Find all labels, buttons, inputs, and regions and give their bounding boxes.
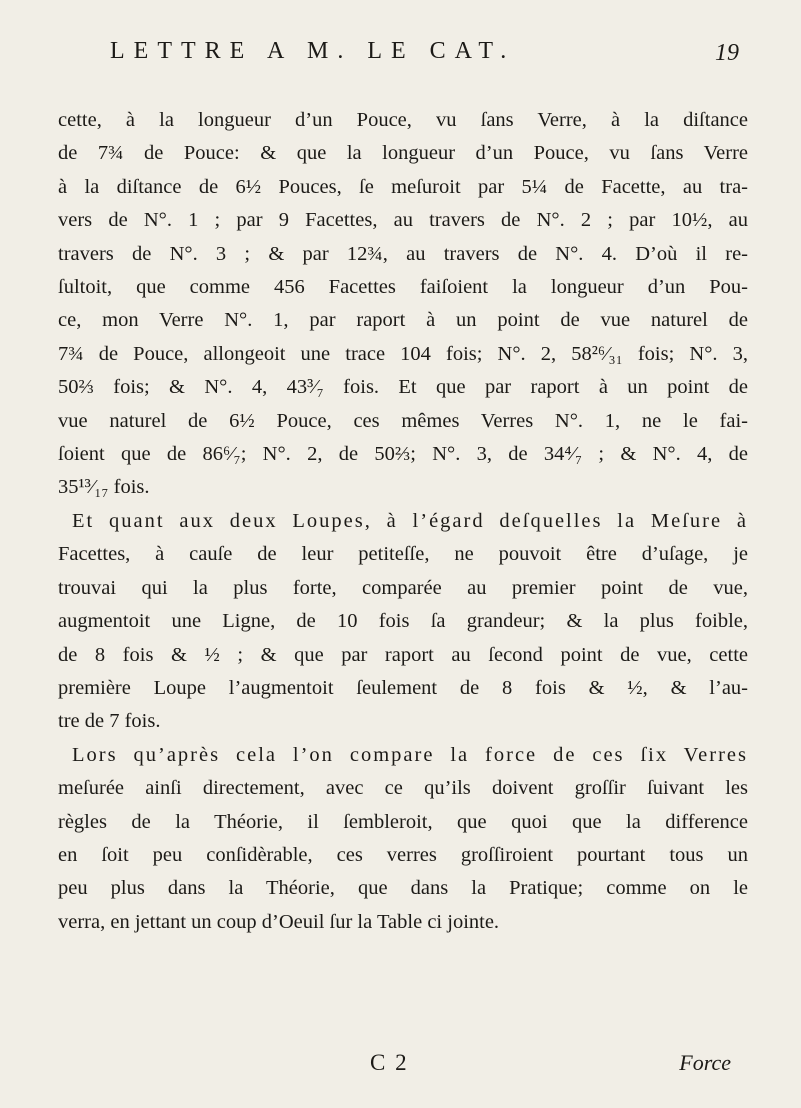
paragraph-start-line: Lors qu’après cela l’on compare la force de ces ſix Verres [72,743,748,766]
signature-mark: C 2 [370,1050,409,1075]
text-line: augmentoit une Ligne, de 10 fois ſa grandeur; & la plus foible, [58,610,748,633]
text-line: vue naturel de 6½ Pouce, ces mêmes Verres N°. 1, ne le fai- [58,409,748,432]
text-line: 7¾ de Pouce, allongeoit une trace 104 fois; N°. 2, 58²⁶⁄₃₁ fois; N°. 3, [58,342,748,365]
text-line: travers de N°. 3 ; & par 12¾, au travers de N°. 4. D’où il re- [58,242,748,265]
text-line: première Loupe l’augmentoit ſeulement de 8 fois & ½, & l’au- [58,676,748,699]
text-line: Facettes, à cauſe de leur petiteſſe, ne pouvoit être d’uſage, je [58,543,748,566]
page-footer [0,1050,801,1090]
body-text [58,104,748,939]
text-line: peu plus dans la Théorie, que dans la Pratique; comme on le [58,877,748,900]
text-line: ſoient que de 86⁶⁄₇; N°. 2, de 50⅔; N°. 3, de 34⁴⁄₇ ; & N°. 4, de [58,443,748,466]
text-line: trouvai qui la plus forte, comparée au premier point de vue, [58,576,748,599]
text-line: à la diſtance de 6½ Pouces, ſe meſuroit par 5¼ de Facette, au tra- [58,175,748,198]
text-line: en ſoit peu conſidèrable, ces verres groſſiroient pourtant tous un [58,843,748,866]
catchword: Force [679,1050,731,1075]
text-line: cette, à la longueur d’un Pouce, vu ſans Verre, à la diſtance [58,109,748,131]
text-line: règles de la Théorie, il ſembleroit, que quoi que la difference [58,810,748,833]
text-line: 35¹³⁄₁₇ fois. [58,476,150,499]
page-number: 19 [715,40,739,66]
text-line: de 7¾ de Pouce: & que la longueur d’un Pouce, vu ſans Verre [58,142,748,165]
text-line: meſurée ainſi directement, avec ce qu’ils doivent groſſir ſuivant les [58,777,748,800]
text-line: tre de 7 fois. [58,710,161,733]
text-line: ce, mon Verre N°. 1, par raport à un point de vue naturel de [58,309,748,332]
text-line: ſultoit, que comme 456 Facettes faiſoient la longueur d’un Pou- [58,276,748,299]
text-line: de 8 fois & ½ ; & que par raport au ſecond point de vue, cette [58,643,748,666]
running-title: LETTRE A M. LE CAT. [110,38,516,64]
text-line: vers de N°. 1 ; par 9 Facettes, au travers de N°. 2 ; par 10½, au [58,209,748,232]
text-line: verra, en jettant un coup d’Oeuil ſur la Table ci jointe. [58,910,500,933]
text-line: 50⅔ fois; & N°. 4, 43³⁄₇ fois. Et que par raport à un point de [58,376,748,399]
paragraph-start-line: Et quant aux deux Loupes, à l’égard deſquelles la Meſure à [72,509,748,532]
